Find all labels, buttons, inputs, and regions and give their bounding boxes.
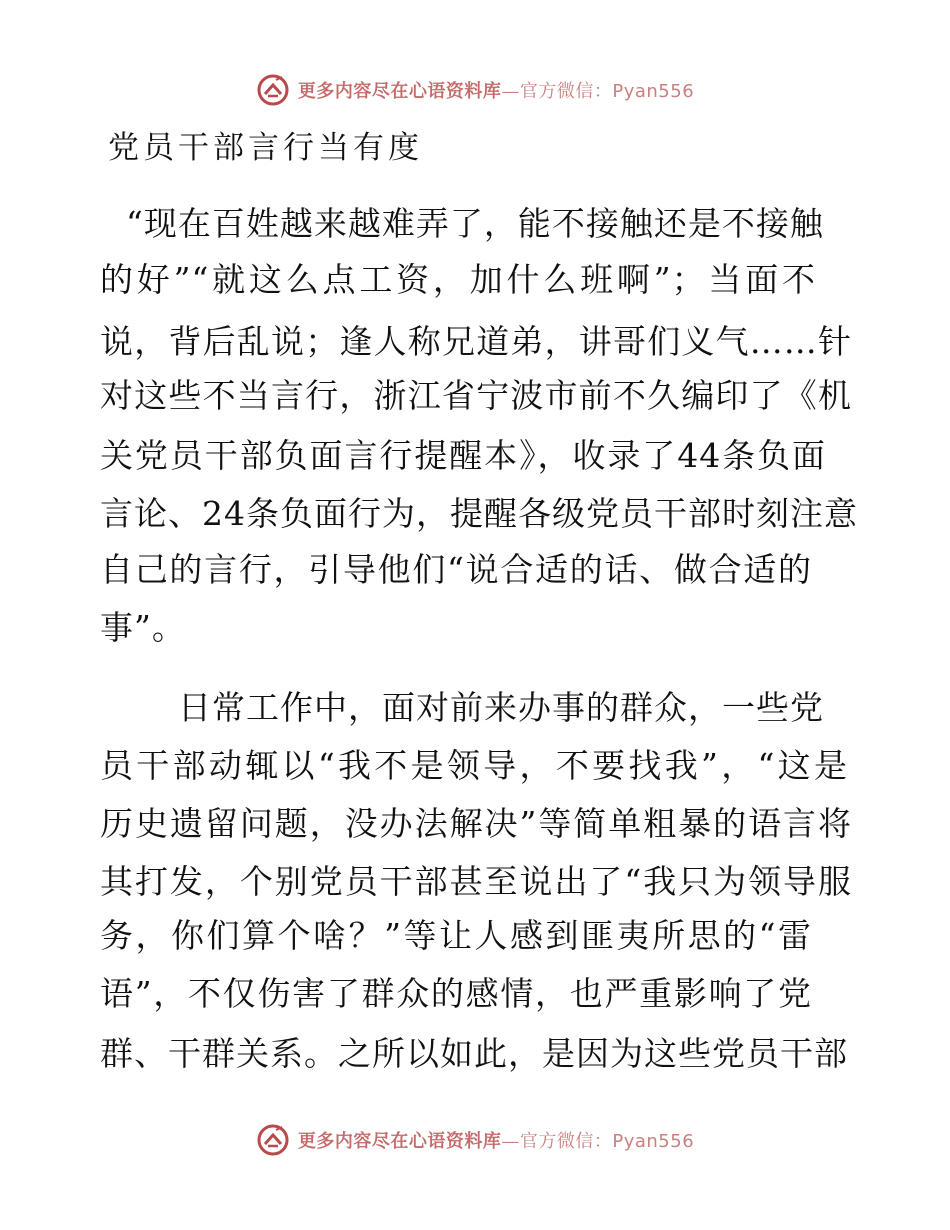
book-logo-icon — [256, 73, 290, 107]
watermark-text — [298, 1127, 694, 1153]
watermark-id: Pyan556 — [612, 1131, 695, 1152]
book-logo-icon — [256, 1123, 290, 1157]
text-line: 日常工作中，面对前来办事的群众，一些党 — [178, 688, 824, 727]
watermark-separator: — — [501, 81, 520, 102]
watermark-official: 官方微信： — [519, 1131, 613, 1152]
text-line: 的好”“就这么点工资，加什么班啊”；当面不 — [100, 260, 816, 299]
text-line: 历史遗留问题，没办法解决”等简单粗暴的语言将 — [100, 804, 852, 843]
text-line: 言论、24条负面行为，提醒各级党员干部时刻注意 — [100, 494, 858, 533]
watermark-id: Pyan556 — [612, 81, 695, 102]
text-line: 员干部动辄以“我不是领导，不要找我”，“这是 — [100, 746, 848, 785]
text-line: 对这些不当言行，浙江省宁波市前不久编印了《机 — [100, 376, 852, 415]
article-title: 党员干部言行当有度 — [108, 130, 423, 166]
watermark-header — [0, 70, 950, 110]
text-line: 群、干群关系。之所以如此，是因为这些党员干部 — [100, 1034, 848, 1073]
text-line: 自己的言行，引导他们“说合适的话、做合适的 — [100, 550, 812, 589]
watermark-footer — [0, 1120, 950, 1160]
watermark-separator: — — [501, 1131, 520, 1152]
text-line: 其打发，个别党员干部甚至说出了“我只为领导服 — [100, 862, 852, 901]
text-line: 事”。 — [100, 608, 186, 647]
watermark-official: 官方微信： — [519, 81, 613, 102]
watermark-text — [298, 77, 694, 103]
text-line: 务，你们算个啥？”等让人感到匪夷所思的“雷 — [100, 916, 812, 955]
text-line: 关党员干部负面言行提醒本》，收录了44条负面 — [100, 436, 826, 475]
text-line: 说，背后乱说；逢人称兄道弟，讲哥们义气……针 — [100, 322, 852, 361]
watermark-main: 更多内容尽在心语资料库 — [297, 1131, 502, 1152]
text-line: 语”，不仅伤害了群众的感情，也严重影响了党 — [100, 974, 812, 1013]
text-line: “现在百姓越来越难弄了，能不接触还是不接触 — [126, 204, 824, 243]
watermark-main: 更多内容尽在心语资料库 — [297, 81, 502, 102]
